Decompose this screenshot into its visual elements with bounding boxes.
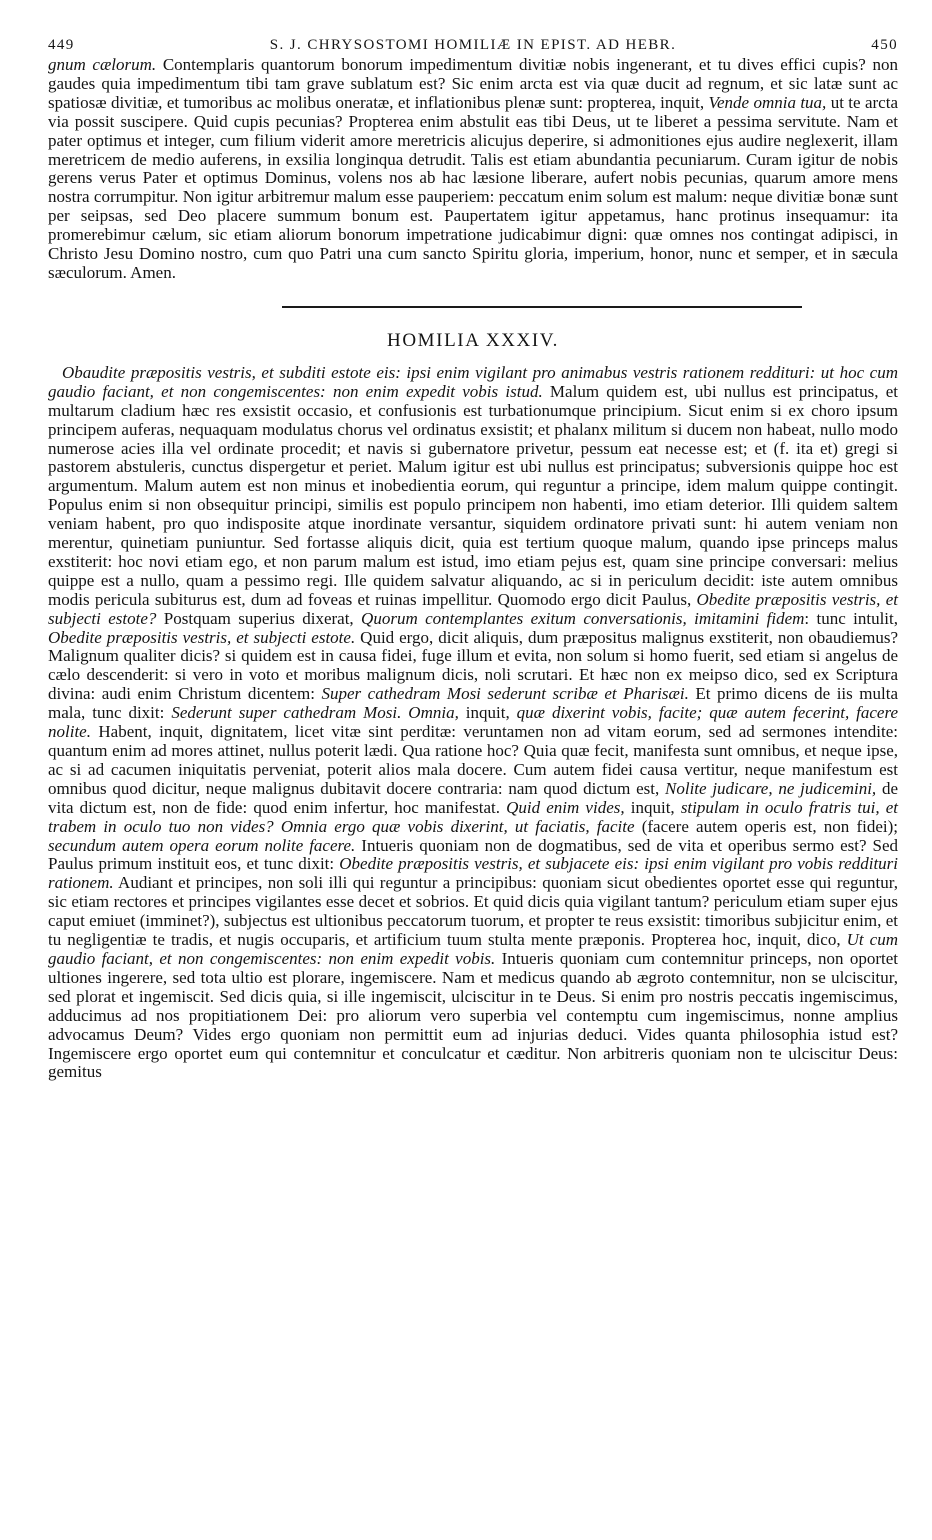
italic-quotation: stipulam in oculo fratris tui, et trabem in oculo tuo non vides? Omnia ergo quæ vobis dixerint, ut faciatis, facite	[48, 797, 899, 836]
running-title: S. J. CHRYSOSTOMI HOMILIÆ IN EPIST. AD HEBR.	[269, 37, 677, 53]
homily-paragraph	[48, 364, 898, 1082]
homily-body	[48, 364, 898, 1082]
text-run: Contemplaris quantorum bonorum impedimentum divitiæ nobis ingenerant, et tu dives effici cupis? non gaudes quia impedimentum tibi tam grave sublatum est? Sic enim arcta est via quæ ducit ad regnum, et sic latæ sunt ac spatiosæ divitiæ, et tumoribus ac molibus oneratæ, et inflationibus plenæ sunt: propterea, inquit,	[48, 55, 898, 112]
italic-quotation: Nolite judicare, ne judicemini,	[665, 778, 877, 798]
italic-quotation: Obedite præpositis vestris, et subjecti estote.	[48, 627, 356, 647]
italic-quotation: secundum autem opera eorum nolite facere.	[48, 835, 356, 855]
italic-quotation: Quid enim vides,	[506, 797, 625, 817]
closing-paragraph	[48, 56, 898, 283]
text-run: de vita dictum est, non de fide: quod enim infertur, hoc manifestat.	[48, 778, 898, 817]
running-header	[48, 34, 898, 56]
homily-title: HOMILIA XXXIV.	[387, 329, 559, 351]
text-run: Et primo dicens de iis multa mala, tunc dixit:	[48, 684, 899, 723]
text-run: (facere autem operis est, non fidei);	[634, 816, 899, 836]
italic-quotation: Obaudite præpositis vestris, et subditi estote eis: ipsi enim vigilant pro animabus vestris rationem reddituri: ut hoc cum gaudio faciant, et non congemiscentes: non enim expedit vobis istud.	[48, 362, 898, 401]
italic-quotation: gnum cælorum.	[48, 55, 163, 74]
italic-quotation: Sederunt super cathedram Mosi. Omnia,	[171, 703, 459, 723]
text-run: Quid ergo, dicit aliquis, dum præpositus malignus exstiterit, non obaudiemus? Malignum qualiter dicis? si quidem est in causa fidei, fuge illum et evita, non solum si homo fuerit, sed etiam si angelus de cælo descenderit: si vero in voto et moribus malignum dicis, noli scrutari. Et hæc non ex meipso dico, sed ex Scriptura divina: audi enim Christum dicentem:	[48, 627, 898, 704]
italic-quotation: Vende omnia tua,	[708, 92, 827, 112]
section-divider	[282, 306, 802, 308]
text-run: inquit,	[458, 703, 517, 723]
book-page	[48, 34, 898, 1082]
italic-quotation: Ut cum gaudio faciant, et non congemiscentes: non enim expedit vobis.	[48, 930, 898, 968]
text-run: : tunc intulit,	[804, 608, 898, 628]
italic-quotation: quæ dixerint vobis, facite; quæ autem fecerint, facere nolite.	[48, 703, 898, 742]
text-run: Malum quidem est, ubi nullus est principatus, et multarum cladium hæc res exsistit occasio, et confusionis est turbationumque principium. Sicut enim si ex choro ipsum principem auferas, nequaquam modulatus chorus vel ordinatus exsistit; et phalanx militum si ducem non habeat, nullo modo numerose acies illa vel ordinate procedit; et navis si gubernatore privetur, pessum eat necesse est; et (f. ita et) gregi si pastorem abstuleris, cunctus dispergetur et periet. Malum igitur est ubi nullus est principatus; subversionis quippe hoc est argumentum. Malum autem est non minus et inobedientia eorum, qui reguntur a principe, idem malum quippe contingit. Populus enim si non obsequitur principi, similis est populo principem non habenti, imo etiam deterior. Illi quidem saltem veniam habent, pro quo indisposite atque inordinate versantur, siquidem ordinatore privati sunt: hi autem veniam non merentur, quinetiam puniuntur. Sed fortasse aliquis dicit, quia est tertium quoque malum, quando ipse princeps malus exstiterit: hoc novi etiam ego, et non parum malum est istud, imo etiam pejus est, quam sine principe conversari: melius quippe est a nullo, quam a pessimo regi. Ille quidem salvatur aliquando, ac si in periculum decidit: iste autem omnibus modis pericula subiturus est, dum ad foveas et ruinas impellitur. Quomodo ergo dicit Paulus,	[48, 381, 898, 609]
page-number-left: 449	[48, 37, 75, 53]
text-run: ut te arcta via possit suscipere. Quid cupis pecunias? Propterea enim abstulit eas tibi Deus, ut te liberet a pessima servitute. Nam et pater optimus et integer, cum filium viderit amore meretricis alicujus deperire, si admonitiones ejus audire neglexerit, illam meretricem de medio auferens, in exsilia longinqua detrudit. Talis est etiam abundantia pecuniarum. Curam igitur de nobis gerens verus Pater et optimus Dominus, volens nos ab hac læsione liberare, aufert nobis pecunias, quarum amore mens nostra corrumpitur. Non igitur arbitremur malum esse pauperiem: peccatum enim solum est malum: neque divitiæ bonæ sunt per seipsas, sed Deo placere summum bonum est. Paupertatem igitur appetamus, hanc protinus insequamur: ita promerebimur cælum, sic etiam aliorum bonorum impetratione judicabimur digni: quæ omnes nos contingat adipisci, in Christo Jesu Domino nostro, cum quo Patri una cum sancto Spiritu gloria, imperium, honor, nunc et semper, et in sæcula sæculorum. Amen.	[48, 92, 898, 282]
page-number-right: 450	[871, 37, 898, 53]
text-run: Postquam superius dixerat,	[156, 608, 362, 628]
text-run: Habent, inquit, dignitatem, licet vitæ sint perditæ: veruntamen non ad vitam eorum, sed ad sermones intendite: quantum enim ad mores attinet, nullus poterit lædi. Qua ratione hoc? Quia quæ fecit, manifesta sunt omnibus, et neque ipse, ac si ad cacumen iniquitatis perveniat, poterit alios mala docere. Cum autem fidei causa vertitur, neque manifestum est omnibus quod dicitur, neque malignus dubitavit docere contraria: nam quod dictum est,	[48, 722, 898, 798]
text-run: Audiant et principes, non soli illi qui reguntur a principibus: quoniam sicut obedientes oportet esse qui reguntur, sic etiam rectores et principes vigilantes esse decet et sobrios. Et quid dicis quia vigilant tantum? periculum etiam super ejus caput emiuet (imminet?), subjectus est ultionibus peccatorum tuorum, et propter te reus exsistit: timoribus subjicitur enim, et tu negligentiæ te tradis, et nugis occuparis, et artificium tuum stulta mente præponis. Propterea hoc, inquit, dico,	[48, 873, 898, 950]
text-run: Intueris quoniam non de dogmatibus, sed de vita et operibus sermo est? Sed Paulus primum instituit eos, et tunc dixit:	[48, 835, 898, 874]
text-run: Intueris quoniam cum contemnitur princeps, non oportet ultiones ingerere, sed tota ultio est plorare, ingemiscere. Nam et medicus quando ab ægroto contemnitur, non se ulciscitur, sed plorat et ingemiscit. Sed dicis quia, si ille ingemiscit, ulciscitur in te Deus. Si enim pro nostris peccatis ingemiscimus, adducimus ad nos propitiationem Dei: pro aliorum vero superbia vel contemptu cum ingemiscimus, nonne amplius advocamus Deum? Vides ergo quoniam non permittit eum ad injurias deduci. Vides quanta philosophia istud est? Ingemiscere ergo oportet eum qui contemnitur et conculcatur et cæditur. Non arbitreris quoniam non te ulciscitur Deus: gemitus	[48, 948, 899, 1082]
italic-quotation: Obedite præpositis vestris, et subjecti estote?	[48, 589, 898, 628]
text-run: inquit,	[624, 797, 681, 817]
previous-homily-ending	[48, 56, 898, 283]
italic-quotation: Quorum contemplantes exitum conversationis, imitamini fidem	[361, 608, 805, 628]
italic-quotation: Obedite præpositis vestris, et subjacete eis: ipsi enim vigilant pro vobis reddituri rationem.	[48, 854, 899, 893]
italic-quotation: Super cathedram Mosi sederunt scribæ et Pharisæi.	[321, 684, 689, 704]
